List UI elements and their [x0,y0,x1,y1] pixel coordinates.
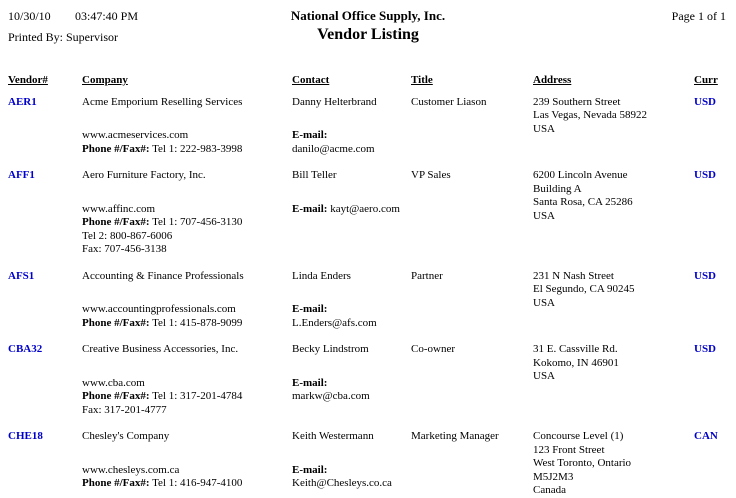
company-name: Accounting & Finance Professionals [82,269,244,282]
email-address: Keith@Chesleys.co.ca [292,477,392,489]
report-header [0,0,736,62]
vendor-rows [8,96,736,498]
phone-first: Tel 1: 415-878-9099 [152,316,243,329]
contact-name: Becky Lindstrom [292,343,369,355]
report-date: 10/30/10 [8,9,51,23]
currency-code: CAN [694,430,718,442]
contact-name: Linda Enders [292,269,351,282]
spacer [292,283,405,303]
spacer [82,183,286,203]
website: www.cba.com [82,376,145,389]
phone-label: Phone #/Fax#: [82,390,150,402]
address-lines: 239 Southern Street Las Vegas, Nevada 58922 USA [533,95,648,135]
email-label: E-mail: [292,463,328,476]
contact-title: Customer Liason [411,95,487,108]
email-address: danilo@acme.com [292,142,375,155]
currency-code: USD [694,269,717,282]
contact-cell [292,343,411,417]
vendor-row [8,343,736,417]
vendor-id: AFF1 [8,169,35,181]
company-cell [82,96,292,157]
spacer [82,357,286,377]
contact-cell [292,169,411,257]
contact-title: Co-owner [411,343,455,355]
phone-first: Tel 1: 707-456-3130 [152,216,243,228]
spacer [82,109,286,129]
spacer [82,283,286,303]
currency-code: USD [694,343,717,355]
vendor-row [8,96,736,157]
printed-by: Printed By: Supervisor [8,30,118,44]
currency-code: USD [694,95,717,108]
vendor-id: AER1 [8,95,37,108]
company-name: Aero Furniture Factory, Inc. [82,169,206,181]
contact-name: Bill Teller [292,169,337,181]
vendor-row [8,270,736,331]
email-label: E-mail: [292,202,328,215]
phone-label: Phone #/Fax#: [82,142,150,155]
phone-label: Phone #/Fax#: [82,316,150,329]
column-header-company: Company [82,74,128,86]
column-header-address: Address [533,74,572,86]
contact-title: Partner [411,269,443,282]
vendor-id: CHE18 [8,430,43,442]
column-header-vendor: Vendor# [8,74,48,86]
email-address: markw@cba.com [292,390,370,402]
currency-code: USD [694,169,717,181]
company-cell [82,343,292,417]
website: www.accountingprofessionals.com [82,303,236,315]
phone-line [82,143,286,157]
spacer [292,444,405,464]
company-cell [82,169,292,257]
vendor-id: CBA32 [8,343,43,355]
email-address: kayt@aero.com [330,202,400,215]
phone-extra-lines: Fax: 317-201-4777 [82,403,167,416]
email-line [292,377,405,404]
email-label: E-mail: [292,376,328,389]
company-name: Chesley's Company [82,430,170,442]
company-cell [82,430,292,498]
phone-line [82,216,286,230]
phone-label: Phone #/Fax#: [82,216,150,228]
contact-title: Marketing Manager [411,430,499,442]
phone-line [82,317,286,331]
phone-first: Tel 1: 222-983-3998 [152,142,243,155]
phone-line [82,477,286,491]
email-line [292,203,405,217]
vendor-row [8,169,736,257]
contact-title: VP Sales [411,169,451,181]
company-name: Creative Business Accessories, Inc. [82,343,239,355]
column-header-contact: Contact [292,74,330,86]
phone-label: Phone #/Fax#: [82,477,150,489]
phone-first: Tel 1: 317-201-4784 [152,390,243,402]
address-lines: 31 E. Cassville Rd. Kokomo, IN 46901 USA [533,343,619,382]
address-lines: 231 N Nash Street El Segundo, CA 90245 USA [533,269,635,309]
contact-name: Danny Helterbrand [292,95,377,108]
company-cell [82,270,292,331]
contact-name: Keith Westermann [292,430,374,442]
address-lines: 6200 Lincoln Avenue Building A Santa Rosa, CA 25286 USA [533,169,633,222]
column-header-title: Title [411,74,433,86]
column-header-row [8,74,736,88]
address-lines: Concourse Level (1) 123 Front Street West Toronto, Ontario M5J2M3 Canada [533,430,632,496]
phone-line [82,390,286,404]
company-name: Acme Emporium Reselling Services [82,95,243,108]
report-title: Vendor Listing [317,26,419,43]
website: www.affinc.com [82,202,156,215]
phone-first: Tel 1: 416-947-4100 [152,477,243,489]
spacer [292,357,405,377]
spacer [292,183,405,203]
vendor-id: AFS1 [8,269,35,282]
email-line [292,464,405,491]
vendor-row [8,430,736,498]
company-name: National Office Supply, Inc. [290,8,446,23]
report-time: 03:47:40 PM [75,9,139,23]
email-address: L.Enders@afs.com [292,316,377,329]
email-line [292,129,405,156]
email-label: E-mail: [292,129,328,141]
website: www.acmeservices.com [82,129,189,141]
phone-extra-lines: Tel 2: 800-867-6006 Fax: 707-456-3138 [82,229,173,255]
contact-cell [292,96,411,157]
contact-cell [292,270,411,331]
email-label: E-mail: [292,303,328,315]
page-indicator: Page 1 of 1 [671,9,726,23]
contact-cell [292,430,411,498]
column-header-curr: Curr [694,74,718,86]
website: www.chesleys.com.ca [82,463,180,476]
email-line [292,303,405,330]
vendor-table [0,62,736,498]
spacer [292,109,405,129]
spacer [82,444,286,464]
